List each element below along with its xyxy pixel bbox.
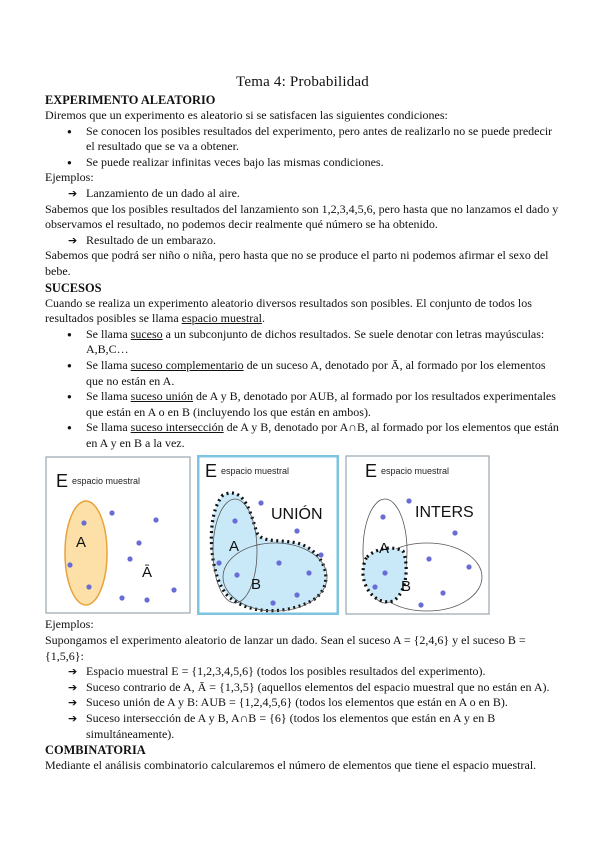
example-text: Suceso contrario de A, Ā = {1,3,5} (aquellos elementos del espacio muestral que no están en A). — [86, 679, 550, 694]
venn-figures — [45, 455, 560, 615]
text: Se llama — [86, 326, 131, 341]
list-item — [45, 420, 560, 451]
label-a-bar: Ā — [142, 564, 153, 582]
example-text: Espacio muestral E = {1,2,3,4,5,6} (todos los posibles resultados del experimento). — [86, 664, 486, 679]
list-item — [45, 186, 560, 202]
label-inters: INTERS — [415, 504, 474, 522]
arrow-icon: ➔ — [68, 665, 78, 679]
label-espacio-muestral: espacio muestral — [221, 466, 290, 477]
sec1-intro: Diremos que un experimento es aleatorio si se satisfacen las siguientes condiciones: — [45, 108, 448, 122]
list-item — [45, 327, 560, 358]
sec2-bullets — [45, 327, 560, 452]
sec1-bullets — [45, 124, 560, 171]
ejemplos-label-2: Ejemplos: — [45, 617, 94, 632]
label-union: UNIÓN — [271, 506, 323, 524]
list-item — [45, 389, 560, 420]
venn-union-figure — [197, 455, 339, 615]
label-a: A — [229, 538, 240, 556]
text: a un subconjunto de dichos resultados. Se suele denotar con letras mayúsculas: A,B,C… — [86, 326, 545, 357]
list-item — [45, 695, 560, 711]
label-a: A — [76, 534, 87, 552]
list-item — [45, 711, 560, 742]
page-title: Tema 4: Probabilidad — [236, 74, 369, 90]
text: Se llama — [86, 389, 131, 404]
sec1-ex2-text: Sabemos que podrá ser niño o niña, pero hasta que no se produce el parto ni podemos afirmar el sexo del bebe. — [45, 248, 549, 278]
label-e: E — [56, 471, 69, 492]
example-text: Suceso unión de A y B: AUB = {1,2,4,5,6} (todos los elementos que están en A o en B). — [86, 695, 508, 710]
example-text: Suceso intersección de A y B, A∩B = {6} (todos los elementos que están en A y en B simultáneamente). — [86, 711, 496, 741]
term-suceso-interseccion: suceso intersección — [130, 420, 224, 435]
arrow-icon: ➔ — [68, 233, 78, 247]
example-text: Resultado de un embarazo. — [86, 232, 216, 247]
arrow-icon: ➔ — [68, 680, 78, 694]
label-b: B — [251, 576, 262, 594]
list-item — [45, 233, 560, 249]
term-suceso: suceso — [130, 326, 163, 341]
term-espacio-muestral: espacio muestral — [181, 311, 262, 326]
text: Cuando se realiza un experimento aleatorio diversos resultados son posibles. El conjunto de todos los resultados posibles se llama — [45, 295, 532, 326]
sec4-text: Mediante el análisis combinatorio calcularemos el número de elementos que tiene el espacio muestral. — [45, 758, 537, 773]
heading-experimento-aleatorio: EXPERIMENTO ALEATORIO — [45, 93, 216, 107]
set-a-ellipse — [65, 501, 107, 605]
heading-sucesos: SUCESOS — [45, 280, 102, 295]
term-suceso-complementario: suceso complementario — [130, 357, 244, 372]
heading-combinatoria: COMBINATORIA — [45, 743, 146, 758]
list-item: ● Se puede realizar infinitas veces bajo las mismas condiciones. — [45, 155, 560, 171]
label-e: E — [365, 461, 378, 482]
venn-intersection-figure — [345, 455, 490, 615]
text: de un suceso A, denotado por Ā, al formado por los elementos que no están en A. — [86, 357, 546, 388]
ejemplos-label: Ejemplos: — [45, 170, 94, 185]
label-espacio-muestral: espacio muestral — [381, 466, 450, 477]
arrow-icon: ➔ — [68, 696, 78, 710]
list-item — [45, 358, 560, 389]
sec2-intro — [45, 296, 560, 327]
label-a: A — [379, 540, 390, 558]
sec1-example-2 — [45, 233, 560, 249]
text: de A y B, denotado por AUB, al formado por los resultados experimentales que están en A o en B (incluyendo los que están en ambos). — [86, 389, 556, 419]
arrow-icon: ➔ — [68, 712, 78, 726]
text: de A y B, denotado por A∩B, al formado por los elementos que están en A y en B a la vez. — [86, 420, 559, 450]
label-espacio-muestral: espacio muestral — [72, 476, 141, 487]
example-text: Lanzamiento de un dado al aire. — [86, 185, 240, 200]
list-item: ● Se conocen los posibles resultados del experimento, pero antes de realizarlo no se puede predecir el resultado que se va a obtener. — [45, 124, 560, 155]
label-b: B — [401, 578, 412, 596]
venn-complement-figure — [44, 455, 192, 615]
sec3-intro: Supongamos el experimento aleatorio de lanzar un dado. Sean el suceso A = {2,4,6} y el suceso B = {1,5,6}: — [45, 633, 526, 663]
arrow-icon: ➔ — [68, 186, 78, 200]
list-item — [45, 680, 560, 696]
text: Se llama — [86, 357, 131, 372]
sec3-examples — [45, 664, 560, 742]
document-page — [45, 70, 560, 774]
text: . — [261, 311, 265, 326]
sec1-ex1-text: Sabemos que los posibles resultados del lanzamiento son 1,2,3,4,5,6, pero hasta que no lanzamos el dado y observamos el resultado, no podemos decir realmente qué número se ha obtenido. — [45, 201, 559, 232]
sec1-example-1 — [45, 186, 560, 202]
term-suceso-union: suceso unión — [130, 389, 193, 404]
text: Se llama — [86, 420, 131, 435]
list-item — [45, 664, 560, 680]
label-e: E — [205, 461, 218, 482]
